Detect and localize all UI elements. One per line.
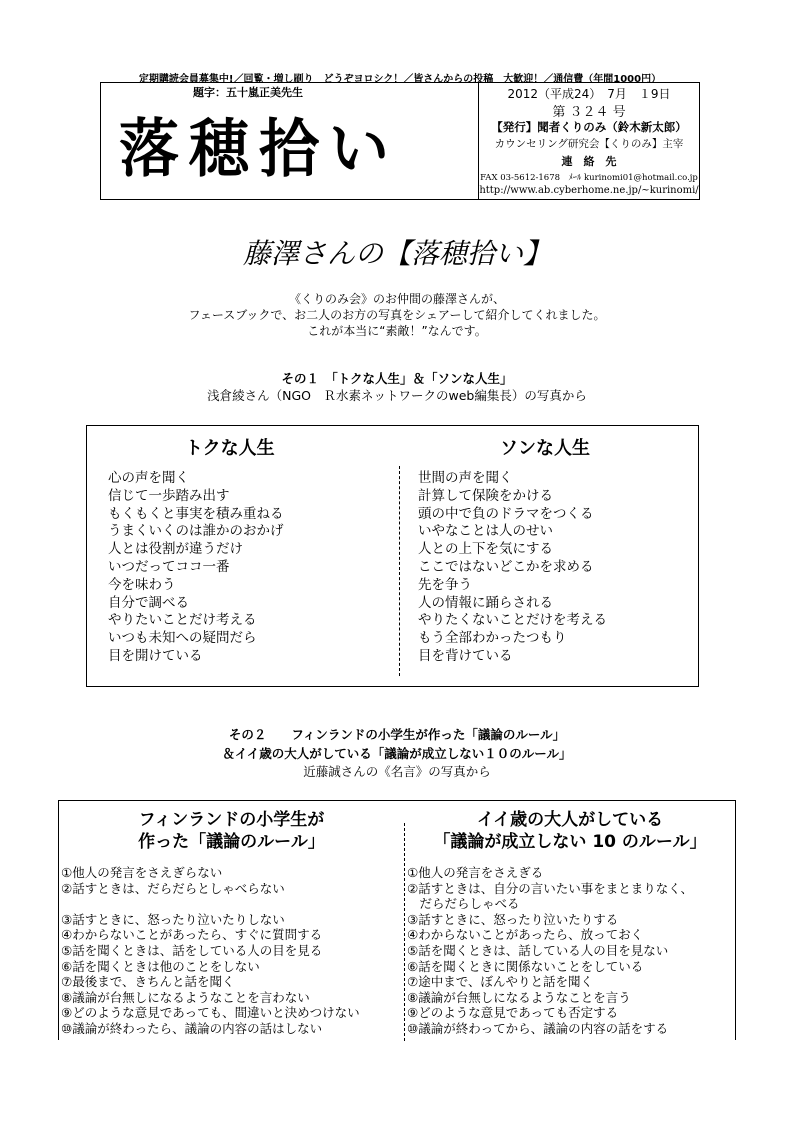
list-item: ③話すときに、怒ったり泣いたりしない xyxy=(61,911,285,927)
son-list xyxy=(418,470,607,666)
adult-rules-title-1: イイ歳の大人がしている xyxy=(476,810,664,830)
list-item: ここではないどこかを求める xyxy=(418,558,594,575)
publisher: 【発行】聞者くりのみ（鈴木新太郎） xyxy=(491,120,687,134)
header-topline: 定期購読会員募集中!／回覧・増し刷り どうぞヨロシク！／皆さんからの投稿 大歓迎！／通信費（年間1000円） xyxy=(138,74,662,85)
list-item: ②話すときは、だらだらとしゃべらない xyxy=(61,880,285,896)
list-item: いやなことは人のせい xyxy=(418,523,553,540)
masthead-title-panel xyxy=(101,83,479,199)
son-title: ソンな人生 xyxy=(500,438,590,459)
list-item: もう全部わかったつもり xyxy=(418,630,567,647)
section2-heading-1: その２ フィンランドの小学生が作った「議論のルール」 xyxy=(228,727,566,742)
fax-email: FAX 03-5612-1678 ﾒｰﾙ kurinomi01@hotmail.co.jp xyxy=(480,173,698,183)
list-item: ⑦途中まで、ぼんやりと話を聞く xyxy=(407,974,593,990)
masthead-title: 落穂拾い xyxy=(119,112,399,186)
section1-heading: その１ 「トクな人生」＆「ソンな人生」 xyxy=(281,371,513,386)
finland-rules-title-2: 作った「議論のルール」 xyxy=(138,832,325,852)
list-item: ⑨どのような意見であっても、間違いと決めつけない xyxy=(61,1005,360,1021)
list-item: もくもくと事実を積み重ねる xyxy=(108,505,284,522)
section2-source: 近藤誠さんの《名言》の写真から xyxy=(303,764,491,779)
list-item: 目を開けている xyxy=(108,647,203,664)
list-item xyxy=(61,896,360,912)
intro-line-3: これが本当に“素敵！”なんです。 xyxy=(307,324,487,338)
issue-number: 第 ３２４ 号 xyxy=(552,105,626,120)
contact-label: 連 絡 先 xyxy=(561,155,617,168)
masthead xyxy=(100,82,700,200)
list-item: 心の声を聞く xyxy=(108,470,189,486)
column-divider xyxy=(404,823,405,1041)
list-item: いつも未知への疑問だら xyxy=(108,630,257,647)
list-item: ⑤話を聞くときは、話している人の目を見ない xyxy=(407,942,669,958)
adult-rules-title-2: 「議論が成立しない 10 のルール」 xyxy=(433,832,707,852)
list-item: ⑩議論が終わってから、議論の内容の話をする xyxy=(407,1020,669,1036)
masthead-info xyxy=(479,83,699,199)
list-item: 人との上下を気にする xyxy=(418,541,553,558)
list-item: 今を味わう xyxy=(108,576,176,593)
list-item: ⑩議論が終わったら、議論の内容の話はしない xyxy=(61,1020,323,1036)
list-item: ④わからないことがあったら、すぐに質問する xyxy=(61,927,323,943)
adult-rules-list xyxy=(407,865,693,1037)
section2-rules-box xyxy=(58,800,736,1040)
list-item: いつだってココ一番 xyxy=(108,558,230,575)
list-item: ④わからないことがあったら、放っておく xyxy=(407,927,644,943)
list-item: ⑦最後まで、きちんと話を聞く xyxy=(61,974,235,990)
list-item: ①他人の発言をさえぎる xyxy=(407,865,544,880)
list-item: うまくいくのは誰かのおかげ xyxy=(108,523,284,540)
list-item: 目を背けている xyxy=(418,647,513,664)
website-url: http://www.ab.cyberhome.ne.jp/~kurinomi/ xyxy=(479,185,699,196)
toku-title: トクな人生 xyxy=(185,438,275,459)
list-item: 計算して保険をかける xyxy=(418,487,553,504)
column-divider xyxy=(399,466,400,676)
finland-rules-list xyxy=(61,865,360,1037)
list-item: 自分で調べる xyxy=(108,594,189,611)
list-item: ⑤話を聞くときは、話をしている人の目を見る xyxy=(61,942,323,958)
list-item: 信じて一歩踏み出す xyxy=(108,487,230,504)
list-item: やりたくないことだけを考える xyxy=(418,612,607,629)
toku-list xyxy=(108,470,284,666)
intro-line-2: フェースブックで、お二人のお方の写真をシェアーして紹介してくれました。 xyxy=(188,308,606,322)
list-item: 先を争う xyxy=(418,576,472,593)
article-title: 藤澤さんの【落穂拾い】 xyxy=(242,237,551,270)
list-item: 人の情報に踊らされる xyxy=(418,594,553,611)
intro-line-1: 《くりのみ会》のお仲間の藤澤さんが、 xyxy=(288,292,505,306)
list-item: ②話すときは、自分の言いたい事をまとまりなく、 xyxy=(407,880,693,896)
list-item: ⑨どのような意見であっても否定する xyxy=(407,1005,619,1021)
list-item: 世間の声を聞く xyxy=(418,470,513,486)
list-item: ⑥話を聞くときは他のことをしない xyxy=(61,958,260,974)
calligraphy-credit: 題字：五十嵐正美先生 xyxy=(193,86,303,99)
list-item: だらだらしゃべる xyxy=(407,896,520,912)
finland-rules-title-1: フィンランドの小学生が xyxy=(138,810,325,830)
organization: カウンセリング研究会【くりのみ】主宰 xyxy=(494,138,684,150)
list-item: ⑥話を聞くときに関係ないことをしている xyxy=(407,958,644,974)
list-item: やりたいことだけ考える xyxy=(108,612,257,629)
list-item: ⑧議論が台無しになるようなことを言わない xyxy=(61,989,310,1005)
list-item: ③話すときに、怒ったり泣いたりする xyxy=(407,911,619,927)
section1-source: 浅倉綾さん（NGO Ｒ水素ネットワークのweb編集長）の写真から xyxy=(207,388,587,403)
issue-date: 2012（平成24） 7月 １9日 xyxy=(507,87,671,101)
list-item: ①他人の発言をさえぎらない xyxy=(61,865,223,880)
section1-comparison-box xyxy=(86,425,699,687)
list-item: 頭の中で負のドラマをつくる xyxy=(418,505,594,522)
list-item: 人とは役割が違うだけ xyxy=(108,541,243,558)
list-item: ⑧議論が台無しになるようなことを言う xyxy=(407,989,631,1005)
section2-heading-2: ＆イイ歳の大人がしている「議論が成立しない１０のルール」 xyxy=(222,746,572,761)
